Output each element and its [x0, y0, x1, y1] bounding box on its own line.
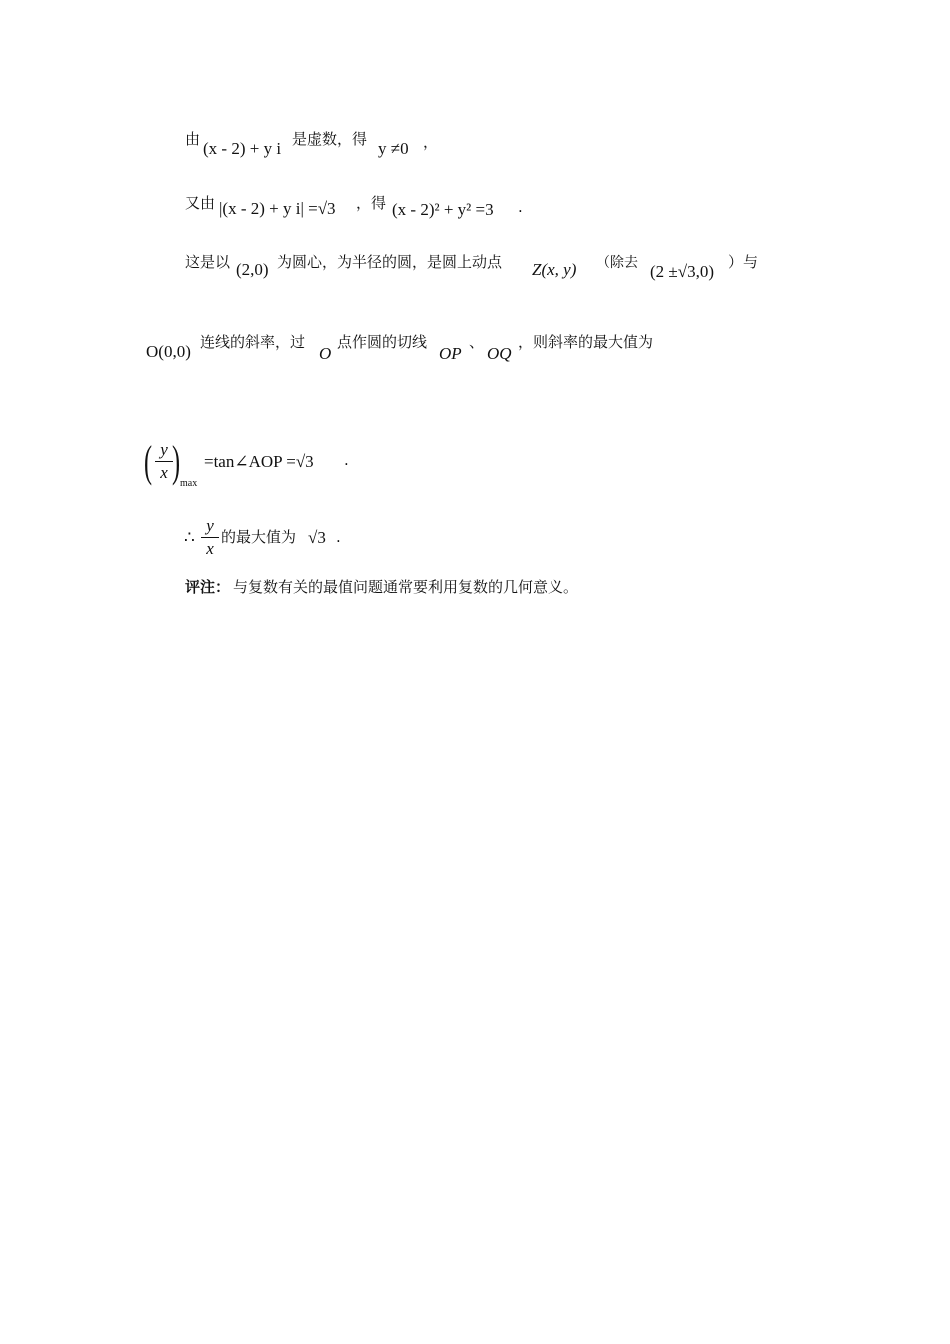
fraction-y-over-x — [201, 516, 219, 559]
text-tangent: 点作圆的切线 — [337, 333, 428, 351]
note-label: 评注： — [185, 578, 231, 596]
note-text: 与复数有关的最值问题通常要利用复数的几何意义。 — [233, 578, 579, 596]
math-origin: O(0,0) — [146, 342, 191, 361]
text-max-slope: ，则斜率的最大值为 — [518, 333, 654, 351]
text-you: 由 — [185, 130, 201, 148]
text-comma: ， — [423, 133, 439, 151]
math-y-neq-0: y ≠0 — [378, 139, 409, 158]
math-tan-aop: =tan∠AOP =√3 — [204, 452, 314, 471]
fraction-numerator: y — [206, 516, 214, 535]
text-and-from: 又由 — [185, 194, 216, 212]
left-paren: ( — [144, 437, 153, 486]
text-period: . — [344, 451, 349, 469]
fraction-denominator: x — [160, 463, 168, 482]
math-modulus-eq: |(x - 2) + y i| =√3 — [219, 199, 336, 218]
therefore-symbol: ∴ — [184, 528, 195, 547]
math-center: (2,0) — [236, 260, 269, 279]
math-sqrt3: √3 — [308, 528, 326, 547]
fraction-y-over-x — [155, 440, 173, 483]
text-circle-desc: 为圆心，为半径的圆，是圆上动点 — [277, 253, 503, 271]
subscript-max: max — [180, 478, 198, 489]
fraction-bar — [201, 537, 219, 538]
fraction-denominator: x — [206, 539, 214, 558]
text-max-value: 的最大值为 — [221, 528, 297, 546]
math-o: O — [319, 344, 332, 363]
text-slope: 连线的斜率，过 — [200, 333, 306, 351]
text-period: . — [336, 528, 341, 546]
math-point-z: Z(x, y) — [532, 260, 577, 279]
text-is-imaginary: 是虚数，得 — [292, 130, 368, 148]
math-excluded-points: (2 ±√3,0) — [650, 262, 714, 281]
math-op: OP — [439, 344, 462, 363]
text-except: （除去 — [596, 255, 638, 271]
fraction-bar — [155, 461, 173, 462]
text-period: . — [518, 198, 523, 216]
math-oq: OQ — [487, 344, 512, 363]
fraction-numerator: y — [160, 440, 168, 459]
math-circle-eq: (x - 2)² + y² =3 — [392, 200, 494, 219]
text-with: ）与 — [728, 253, 759, 271]
text-this-is: 这是以 — [185, 253, 231, 271]
right-paren: ) — [172, 437, 181, 486]
text-get: ，得 — [356, 194, 387, 212]
text-dun: 、 — [469, 333, 485, 351]
math-complex-expr: (x - 2) + y i — [203, 139, 282, 158]
